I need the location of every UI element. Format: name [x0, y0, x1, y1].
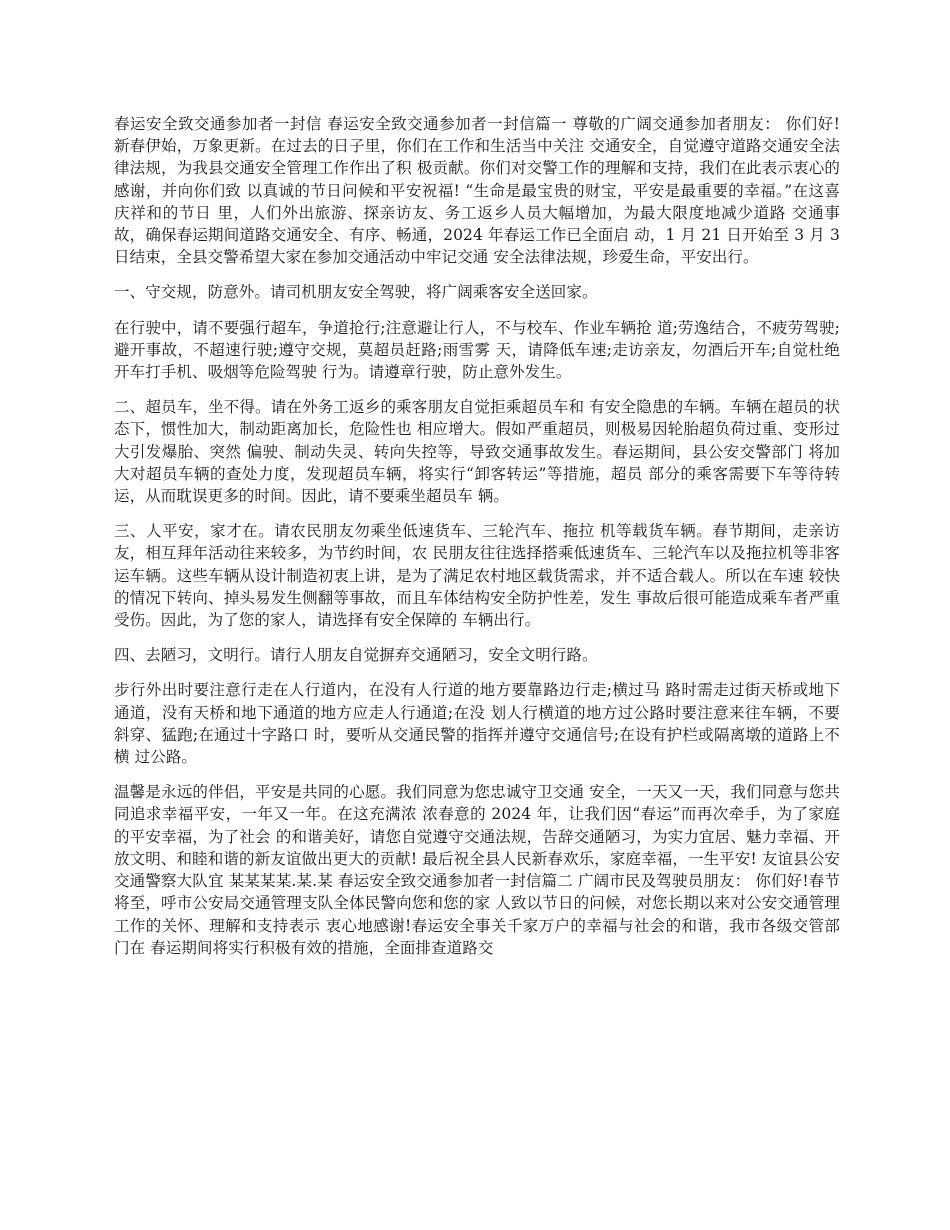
- section-one-body: 在行驶中，请不要强行超车，争道抢行;注意避让行人，不与校车、作业车辆抢 道;劳逸结合，不疲劳驾驶;避开事故，不超速行驶;遵守交规，莫超员赶路;雨雪雾 天，请降低车速;走访亲友，勿酒后开车;自觉杜绝开车打手机、吸烟等危险驾驶 行为。请遵章行驶，防止意外发生。: [114, 318, 840, 382]
- section-three-paragraph: 三、人平安，家才在。请农民朋友勿乘坐低速货车、三轮汽车、拖拉 机等载货车辆。春节期间，走亲访友，相互拜年活动往来较多，为节约时间，农 民朋友往往选择搭乘低速货车、三轮汽车以及拖拉机等非客运车辆。这些车辆从设计制造初衷上讲，是为了满足农村地区载货需求，并不适合载人。所以在车速 较快的情况下转向、掉头易发生侧翻等事故，而且车体结构安全防护性差，发生 事故后很可能造成乘车者严重受伤。因此，为了您的家人，请选择有安全保障的 车辆出行。: [114, 522, 840, 630]
- section-four-body: 步行外出时要注意行走在人行道内，在没有人行道的地方要靠路边行走;横过马 路时需走过街天桥或地下通道，没有天桥和地下通道的地方应走人行通道;在没 划人行横道的地方过公路时要注意来往车辆，不要斜穿、猛跑;在通过十字路口 时，要听从交通民警的指挥并遵守交通信号;在设有护栏或隔离墩的道路上不横 过公路。: [114, 681, 840, 767]
- section-one-heading: 一、守交规，防意外。请司机朋友安全驾驶，将广阔乘客安全送回家。: [114, 283, 598, 302]
- section-two-paragraph: 二、超员车，坐不得。请在外务工返乡的乘客朋友自觉拒乘超员车和 有安全隐患的车辆。车辆在超员的状态下，惯性加大，制动距离加长，危险性也 相应增大。假如严重超员，则极易因轮胎超负荷过重、变形过大引发爆胎、突然 偏驶、制动失灵、转向失控等，导致交通事故发生。春运期间，县公安交警部门 将加大对超员车辆的查处力度，发现超员车辆，将实行“卸客转运”等措施，超员 部分的乘客需要下车等待转运，从而耽误更多的时间。因此，请不要乘坐超员车 辆。: [114, 398, 840, 506]
- document-page: [114, 113, 840, 972]
- intro-paragraph: 春运安全致交通参加者一封信 春运安全致交通参加者一封信篇一 尊敬的广阔交通参加者朋友： 你们好! 新春伊始，万象更新。在过去的日子里，你们在工作和生活当中关注 交通安全，自觉遵守道路交通安全法律法规，为我县交通安全管理工作作出了积 极贡献。你们对交警工作的理解和支持，我们在此表示衷心的感谢，并向你们致 以真诚的节日问候和平安祝福! “生命是最宝贵的财宝，平安是最重要的幸福。”在这喜庆祥和的节日 里，人们外出旅游、探亲访友、务工返乡人员大幅增加，为最大限度地减少道路 交通事故，确保春运期间道路交通安全、有序、畅通，2024 年春运工作已全面启 动，1 月 21 日开始至 3 月 3 日结束，全县交警希望大家在参加交通活动中牢记交通 安全法律法规，珍爱生命，平安出行。: [114, 115, 840, 267]
- closing-paragraph: 温馨是永远的伴侣，平安是共同的心愿。我们同意为您忠诚守卫交通 安全，一天又一天，我们同意与您共同追求幸福平安，一年又一年。在这充满浓 浓春意的 2024 年，让我们因“春运”而再次牵手，为了家庭的平安幸福，为了社会 的和谐美好，请您自觉遵守交通法规，告辞交通陋习，为实力宜居、魅力幸福、开放文明、和睦和谐的新友谊做出更大的贡献! 最后祝全县人民新春欢乐，家庭幸福，一生平安! 友谊县公安交通警察大队宜 某某某某.某.某 春运安全致交通参加者一封信篇二 广阔市民及驾驶员朋友： 你们好!春节将至，呼市公安局交通管理支队全体民警向您和您的家 人致以节日的问候，对您长期以来对公安交通管理工作的关怀、理解和支持表示 衷心地感谢!春运安全事关千家万户的幸福与社会的和谐，我市各级交管部门在 春运期间将实行积极有效的措施，全面排查道路交: [114, 783, 840, 957]
- section-four-heading: 四、去陋习，文明行。请行人朋友自觉摒弃交通陋习，安全文明行路。: [114, 646, 598, 665]
